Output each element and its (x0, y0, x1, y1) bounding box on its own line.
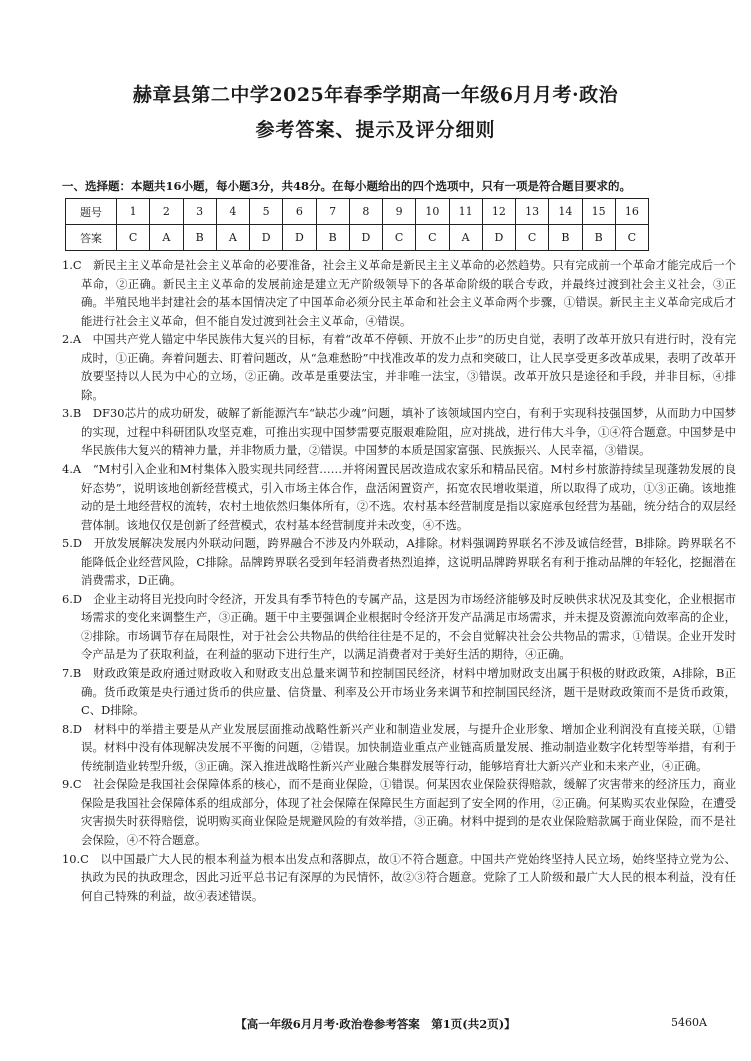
answer-cell: C (516, 225, 549, 251)
page-subtitle: 参考答案、提示及评分细则 (255, 119, 496, 141)
explanation-item: 1.C 新民主主义革命是社会主义革命的必要准备，社会主义革命是新民主主义革命的必然趋势。只有完成前一个革命才能完成后一个革命，②正确。新民主主义革命的发展前途是建立无产阶级领导下的各革命阶级的联合专政，并最终过渡到社会主义社会，③正确。半殖民地半封建社会的基本国情决定了中国革命必须分民主革命和社会主义革命两个步骤，①错误。新民主主义革命完成后才能进行社会主义革命，但不能自发过渡到社会主义革命，④错误。 (62, 258, 736, 328)
question-number: 14 (549, 199, 582, 225)
explanation-item: 10.C 以中国最广大人民的根本利益为根本出发点和落脚点，故①不符合题意。中国共产党始终坚持人民立场，始终坚持立党为公、执政为民的执政理念，因此习近平总书记有深厚的为民情怀，故②③符合题意。党除了工人阶级和最广大人民的根本利益，没有任何自己特殊的利益，故④表述错误。 (62, 851, 736, 903)
question-number: 13 (516, 199, 549, 225)
question-number: 5 (250, 199, 283, 225)
question-number: 6 (283, 199, 316, 225)
answer-cell: D (250, 225, 283, 251)
question-number: 11 (449, 199, 482, 225)
page-footer: 【高一年级6月月考·政治卷参考答案 第1页(共2页)】 (235, 1017, 516, 1031)
question-number: 4 (216, 199, 249, 225)
question-number: 7 (316, 199, 349, 225)
row-label-number: 题号 (66, 199, 117, 225)
explanation-item: 9.C 社会保险是我国社会保障体系的核心，而不是商业保险，①错误。何某因农业保险获得赔款，缓解了灾害带来的经济压力，商业保险是我国社会保障体系的组成部分，体现了社会保障在保障民生方面起到了安全网的作用，②正确。何某购买农业保险，在遭受灾害损失时获得赔偿，说明购买商业保险是规避风险的有效举措，③正确。材料中提到的是农业保险赔款属于商业保险，而不是社会保险，④不符合题意。 (62, 777, 736, 847)
question-number: 9 (383, 199, 416, 225)
explanation-list (62, 256, 736, 905)
question-number: 1 (117, 199, 150, 225)
table-row-answers (66, 225, 649, 251)
answer-cell: B (316, 225, 349, 251)
explanation-item: 2.A 中国共产党人锚定中华民族伟大复兴的目标，有着“改革不停顿、开放不止步”的历史自觉，表明了改革开放只有进行时，没有完成时，①正确。奔着问题去、盯着问题改，从“急难愁盼”中找准改革的发力点和突破口，让人民享受更多改革成果，表明了改革开放要坚持以人民为中心的立场，②正确。改革是重要法宝，并非唯一法宝，③错误。改革开放只是途径和手段，并非目标，④排除。 (62, 332, 736, 402)
explanation-item: 4.A “M村引入企业和M村集体入股实现共同经营……并将闲置民居改造成农家乐和精品民宿。M村乡村旅游持续呈现蓬勃发展的良好态势”，说明该地创新经营模式，引入市场主体合作，盘活闲置资产，拓宽农民增收渠道，所以取得了成功，①③正确。该地推动的是土地经营权的流转，农村土地依然归集体所有，②不选。农村基本经营制度是指以家庭承包经营为基础，统分结合的双层经营体制。该地仅仅是创新了经营模式，农村基本经营制度并未改变，④不选。 (62, 462, 736, 532)
question-number: 16 (615, 199, 648, 225)
question-number: 8 (349, 199, 382, 225)
table-row-numbers (66, 199, 649, 225)
question-number: 3 (183, 199, 216, 225)
section-heading: 一、选择题：本题共16小题，每小题3分，共48分。在每小题给出的四个选项中，只有一项是符合题目要求的。 (62, 179, 632, 193)
answer-cell: D (482, 225, 515, 251)
explanation-item: 6.D 企业主动将目光投向时令经济，开发具有季节特色的专属产品，这是因为市场经济能够及时反映供求状况及其变化，企业根据市场需求的变化来调整生产，③正确。题干中主要强调企业根据时令经济开发产品满足市场需求，并未提及资源流向效率高的企业，②排除。市场调节存在局限性，对于社会公共物品的供给往往是不足的，不会自觉解决社会公共物品的需求，①错误。企业开发时令产品是为了获取利益，在利益的驱动下进行生产，以满足消费者对于美好生活的期待，④正确。 (62, 591, 736, 662)
question-number: 2 (150, 199, 183, 225)
answer-table (65, 198, 649, 251)
answer-cell: A (216, 225, 249, 251)
page-title: 赫章县第二中学2025年春季学期高一年级6月月考·政治 (132, 84, 619, 106)
answer-cell: B (582, 225, 615, 251)
answer-cell: B (549, 225, 582, 251)
explanation-item: 8.D 材料中的举措主要是从产业发展层面推动战略性新兴产业和制造业发展，与提升企业形象、增加企业利润没有直接关联，①错误。材料中没有体现解决发展不平衡的问题，②错误。加快制造业重点产业链高质量发展、推动制造业数字化转型等举措，有利于传统制造业转型升级，③正确。深入推进战略性新兴产业融合集群发展等行动，能够培育壮大新兴产业和未来产业，④正确。 (62, 721, 736, 773)
explanation-item: 5.D 开放发展解决发展内外联动问题，跨界融合不涉及内外联动，A排除。材料强调跨界联名不涉及诚信经营，B排除。跨界联名不能降低企业经营风险，C排除。品牌跨界联名受到年轻消费者热烈追捧，这说明品牌跨界联名有利于推动品牌的年轻化，挖掘潜在消费需求，D正确。 (62, 536, 736, 588)
explanation-item: 3.B DF30芯片的成功研发，破解了新能源汽车“缺芯少魂”问题，填补了该领域国内空白，有利于实现科技强国梦，从而助力中国梦的实现，过程中科研团队攻坚克难，可推出实现中国梦需要克服艰难险阻，应对挑战，进行伟大斗争，①④符合题意。中国梦是中华民族伟大复兴的精神力量，并非物质力量，②错误。中国梦的本质是国家富强、民族振兴、人民幸福，③错误。 (62, 406, 736, 458)
answer-cell: C (615, 225, 648, 251)
row-label-answer: 答案 (66, 225, 117, 251)
question-number: 12 (482, 199, 515, 225)
answer-cell: C (117, 225, 150, 251)
answer-cell: D (283, 225, 316, 251)
document-code: 5460A (671, 1016, 707, 1029)
question-number: 10 (416, 199, 449, 225)
answer-cell: A (150, 225, 183, 251)
answer-cell: B (183, 225, 216, 251)
question-number: 15 (582, 199, 615, 225)
answer-cell: D (349, 225, 382, 251)
explanation-item: 7.B 财政政策是政府通过财政收入和财政支出总量来调节和控制国民经济，材料中增加财政支出属于积极的财政政策，A排除，B正确。货币政策是央行通过货币的供应量、信贷量、利率及公开市场业务来调节和控制国民经济，题干是财政政策而不是货币政策，C、D排除。 (62, 666, 736, 718)
answer-cell: A (449, 225, 482, 251)
answer-cell: C (383, 225, 416, 251)
answer-cell: C (416, 225, 449, 251)
